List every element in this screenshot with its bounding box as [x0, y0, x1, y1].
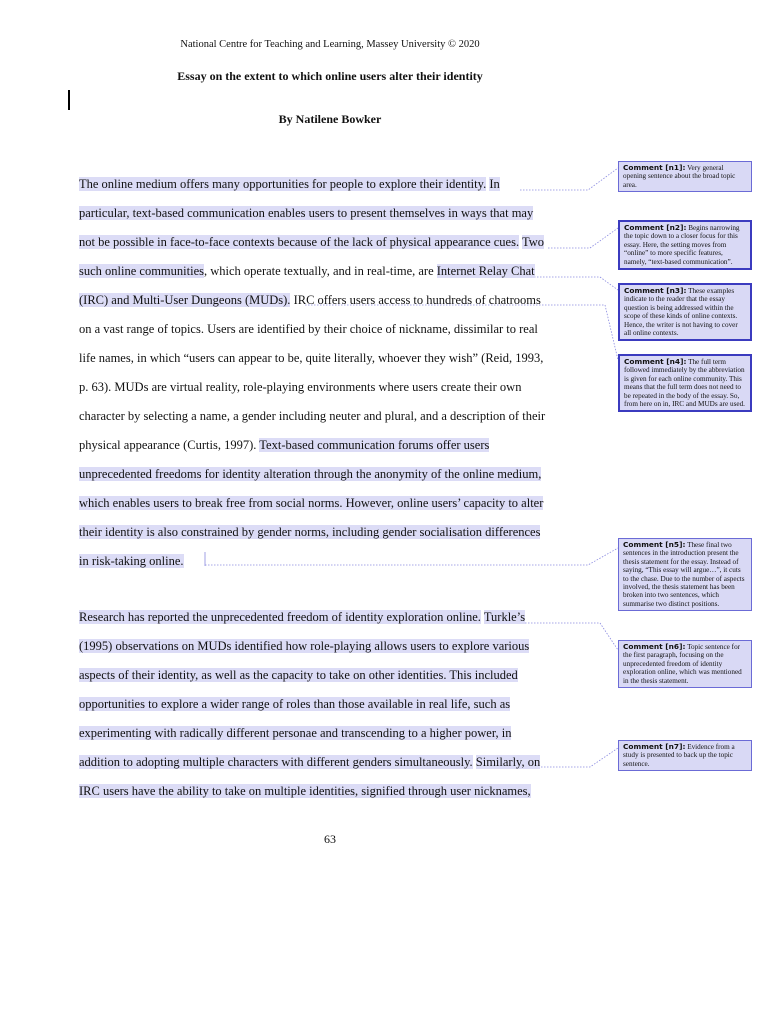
- running-header: National Centre for Teaching and Learning, Massey University © 2020: [180, 39, 480, 50]
- comment-text: Very general opening sentence about the broad topic area.: [623, 164, 736, 189]
- text-line: [79, 408, 545, 424]
- text-line: [79, 667, 518, 683]
- commented-text: experimenting with radically different personae and transcending to a higher power, in: [79, 726, 512, 740]
- text-line: [79, 292, 541, 308]
- text-line: [79, 321, 538, 337]
- commented-text: In: [489, 177, 500, 191]
- text-line: [79, 205, 533, 221]
- text-line: [79, 379, 521, 395]
- commented-text: which enables users to break free from social norms. However, online users’ capacity to alter: [79, 496, 544, 510]
- comment-balloon-n1[interactable]: [618, 161, 752, 192]
- commented-text: their identity is also constrained by gender norms, including gender socialisation differences: [79, 525, 541, 539]
- text-line: [79, 725, 511, 741]
- commented-text: Internet Relay Chat: [436, 264, 535, 278]
- comment-text: These final two sentences in the introduction present the thesis statement for the essay. Instead of saying, “This essay will argue…”, it cuts to the chase. Due to the number of aspects involved, the thesis statement has been broken into two sentences, which summarise two distinct positions.: [623, 541, 745, 608]
- text-line: [79, 350, 543, 366]
- comment-label: Comment [n4]:: [624, 357, 687, 366]
- text-line: [79, 263, 535, 279]
- text-line: [79, 696, 510, 712]
- comment-text: The full term followed immediately by the abbreviation is given for each online community. This means that the full term does not need to be repeated in the body of the essay. So, from here on in, IRC and MUDs are used.: [624, 358, 745, 409]
- text-line: [79, 495, 543, 511]
- text-line: [79, 437, 489, 453]
- commented-text: Similarly, on: [475, 755, 541, 769]
- connector-n1: [520, 168, 618, 190]
- text-run: p. 63). MUDs are virtual reality, role-playing environments where users create their own: [79, 380, 522, 394]
- commented-text: (1995) observations on MUDs identified how role-playing allows users to explore various: [79, 639, 530, 653]
- text-line: [79, 234, 544, 250]
- text-line: [79, 524, 540, 540]
- text-line: [79, 553, 184, 569]
- commented-text: not be possible in face-to-face contexts because of the lack of physical appearance cues.: [79, 235, 520, 249]
- commented-text: in risk-taking online.: [79, 554, 184, 568]
- connector-n5: [205, 548, 618, 565]
- page-number: 63: [324, 832, 336, 846]
- text-line: [79, 176, 500, 192]
- text-line: [79, 783, 531, 799]
- comment-label: Comment [n1]:: [623, 163, 686, 172]
- commented-text: opportunities to explore a wider range of roles than those available in real life, such as: [79, 697, 511, 711]
- commented-text: (IRC) and Multi-User Dungeons (MUDs).: [79, 293, 291, 307]
- commented-text: Two: [521, 235, 545, 249]
- text-run: IRC offers users access to hundreds of chatrooms: [290, 293, 541, 307]
- commented-text: aspects of their identity, as well as the capacity to take on other identities. This included: [79, 668, 518, 682]
- text-line: [79, 609, 525, 625]
- connector-n2: [548, 228, 618, 248]
- text-run: character by selecting a name, a gender including neuter and plural, and a description of their: [79, 409, 546, 423]
- comment-text: These examples indicate to the reader that the essay question is being addressed within the scope of these kinds of online contexts. Hence, the writer is not having to cover all online contexts.: [624, 287, 738, 338]
- comment-text: Begins narrowing the topic down to a closer focus for this essay. Here, the setting moves from “online” to more specific features, namely, “text-based communication”.: [624, 224, 740, 266]
- comment-label: Comment [n5]:: [623, 540, 686, 549]
- text-line: [79, 466, 541, 482]
- commented-text: IRC users have the ability to take on multiple identities, signified through user nicknames,: [79, 784, 531, 798]
- comment-label: Comment [n2]:: [624, 223, 687, 232]
- comment-balloon-n3[interactable]: [618, 283, 752, 341]
- comment-text: Topic sentence for the first paragraph, focusing on the unprecedented freedom of identity exploration online, which was mentioned in the thesis statement.: [623, 643, 742, 685]
- commented-text: particular, text-based communication enables users to present themselves in ways that may: [79, 206, 534, 220]
- essay-title: Essay on the extent to which online users alter their identity: [177, 69, 483, 83]
- comment-balloon-n5[interactable]: [618, 538, 752, 611]
- commented-text: Text-based communication forums offer users: [259, 438, 490, 452]
- commented-text: unprecedented freedoms for identity alteration through the anonymity of the online medium,: [79, 467, 542, 481]
- text-cursor: [68, 90, 70, 110]
- comment-balloon-n2[interactable]: [618, 220, 752, 270]
- comment-balloon-n6[interactable]: [618, 640, 752, 688]
- comment-label: Comment [n7]:: [623, 742, 686, 751]
- commented-text: Research has reported the unprecedented freedom of identity exploration online.: [79, 610, 481, 624]
- text-run: life names, in which “users can appear to be, quite literally, whoever they wish” (Reid, 1993,: [79, 351, 544, 365]
- text-line: [79, 754, 540, 770]
- text-run: on a vast range of topics. Users are identified by their choice of nickname, dissimilar to real: [79, 322, 538, 336]
- text-run: physical appearance (Curtis, 1997).: [79, 438, 260, 452]
- author-line: By Natilene Bowker: [278, 112, 382, 126]
- commented-text: addition to adopting multiple characters with different genders simultaneously.: [79, 755, 473, 769]
- text-run: , which operate textually, and in real-time, are: [203, 264, 437, 278]
- comment-balloon-n4[interactable]: [618, 354, 752, 412]
- comment-label: Comment [n3]:: [624, 286, 687, 295]
- text-line: [79, 638, 529, 654]
- commented-text: The online medium offers many opportunities for people to explore their identity.: [79, 177, 487, 191]
- comment-label: Comment [n6]:: [623, 642, 686, 651]
- commented-text: such online communities: [79, 264, 204, 278]
- commented-text: Turkle’s: [483, 610, 526, 624]
- comment-text: Evidence from a study is presented to back up the topic sentence.: [623, 743, 735, 768]
- comment-balloon-n7[interactable]: [618, 740, 752, 771]
